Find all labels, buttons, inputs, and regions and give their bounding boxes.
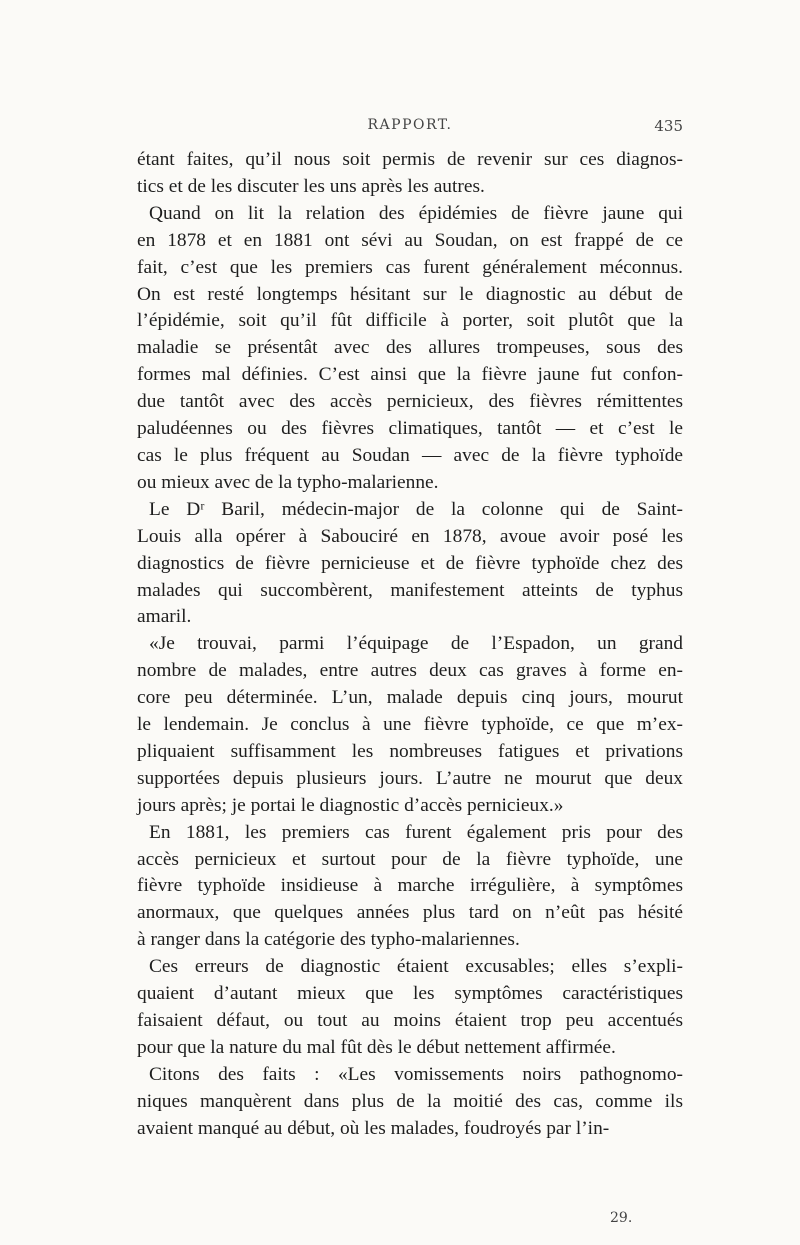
text-line: maladie se présentât avec des allures trompeuses, sous des <box>137 337 683 359</box>
text-line: l’épidémie, soit qu’il fût difficile à porter, soit plutôt que la <box>137 310 683 332</box>
text-line: paludéennes ou des fièvres climatiques, tantôt — et c’est le <box>137 418 683 440</box>
text-line: diagnostics de fièvre pernicieuse et de fièvre typhoïde chez des <box>137 552 683 574</box>
text-line: nombre de malades, entre autres deux cas graves à forme en- <box>137 660 683 682</box>
text-line: faisaient défaut, ou tout au moins étaient trop peu accentués <box>137 1010 683 1031</box>
text-line: anormaux, que quelques années plus tard on n’eût pas hésité <box>137 902 683 924</box>
text-line: jours après; je portai le diagnostic d’accès pernicieux.» <box>137 794 564 816</box>
text-line: amaril. <box>137 606 192 628</box>
text-line: «Je trouvai, parmi l’équipage de l’Espadon, un grand <box>149 633 683 655</box>
text-line: pour que la nature du mal fût dès le début nettement affirmée. <box>137 1036 616 1058</box>
text-line: fait, c’est que les premiers cas furent généralement méconnus. <box>137 256 683 278</box>
text-line: due tantôt avec des accès pernicieux, des fièvres rémittentes <box>137 391 683 413</box>
text-line: quaient d’autant mieux que les symptômes caractéristiques <box>137 983 683 1005</box>
text-line: On est resté longtemps hésitant sur le diagnostic au début de <box>137 283 683 305</box>
paragraph <box>137 201 683 497</box>
signature-mark: 29. <box>610 1210 633 1226</box>
text-line: Louis alla opérer à Sabouciré en 1878, avoue avoir posé les <box>137 525 683 547</box>
text-line: le lendemain. Je conclus à une fièvre typhoïde, ce que m’ex- <box>137 714 683 736</box>
text-line: Quand on lit la relation des épidémies de fièvre jaune qui <box>149 202 683 224</box>
body-text <box>137 147 683 1143</box>
page-number: 435 <box>654 117 683 135</box>
text-line: pliquaient suffisamment les nombreuses fatigues et privations <box>137 740 683 762</box>
text-line: tics et de les discuter les uns après les autres. <box>137 175 485 197</box>
paragraph <box>137 1062 683 1143</box>
paragraph <box>137 954 683 1062</box>
paragraph <box>137 497 683 632</box>
text-line: en 1878 et en 1881 ont sévi au Soudan, on est frappé de ce <box>137 229 683 251</box>
text-line: supportées depuis plusieurs jours. L’autre ne mourut que deux <box>137 767 683 789</box>
paragraph <box>137 147 683 201</box>
text-line: ou mieux avec de la typho-malarienne. <box>137 471 439 493</box>
text-line: malades qui succombèrent, manifestement atteints de typhus <box>137 579 683 601</box>
text-line: core peu déterminée. L’un, malade depuis cinq jours, mourut <box>137 687 683 709</box>
paragraph <box>137 820 683 955</box>
text-line: étant faites, qu’il nous soit permis de revenir sur ces diagnos- <box>137 149 683 170</box>
running-title: RAPPORT. <box>367 117 453 133</box>
text-line: cas le plus fréquent au Soudan — avec de la fièvre typhoïde <box>137 444 683 466</box>
text-line: à ranger dans la catégorie des typho-malariennes. <box>137 929 520 951</box>
text-line: formes mal définies. C’est ainsi que la fièvre jaune fut confon- <box>137 364 683 386</box>
text-line: niques manquèrent dans plus de la moitié des cas, comme ils <box>137 1090 683 1112</box>
text-line: Citons des faits : «Les vomissements noirs pathognomo- <box>149 1063 683 1085</box>
text-line: En 1881, les premiers cas furent également pris pour des <box>149 821 683 843</box>
paragraph <box>137 631 683 819</box>
text-line: Le Dʳ Baril, médecin-major de la colonne qui de Saint- <box>149 498 683 520</box>
text-line: Ces erreurs de diagnostic étaient excusables; elles s’expli- <box>149 956 683 978</box>
running-head <box>137 117 683 141</box>
text-line: avaient manqué au début, où les malades, foudroyés par l’in- <box>137 1117 610 1139</box>
text-line: fièvre typhoïde insidieuse à marche irrégulière, à symptômes <box>137 875 683 897</box>
text-line: accès pernicieux et surtout pour de la fièvre typhoïde, une <box>137 848 683 870</box>
